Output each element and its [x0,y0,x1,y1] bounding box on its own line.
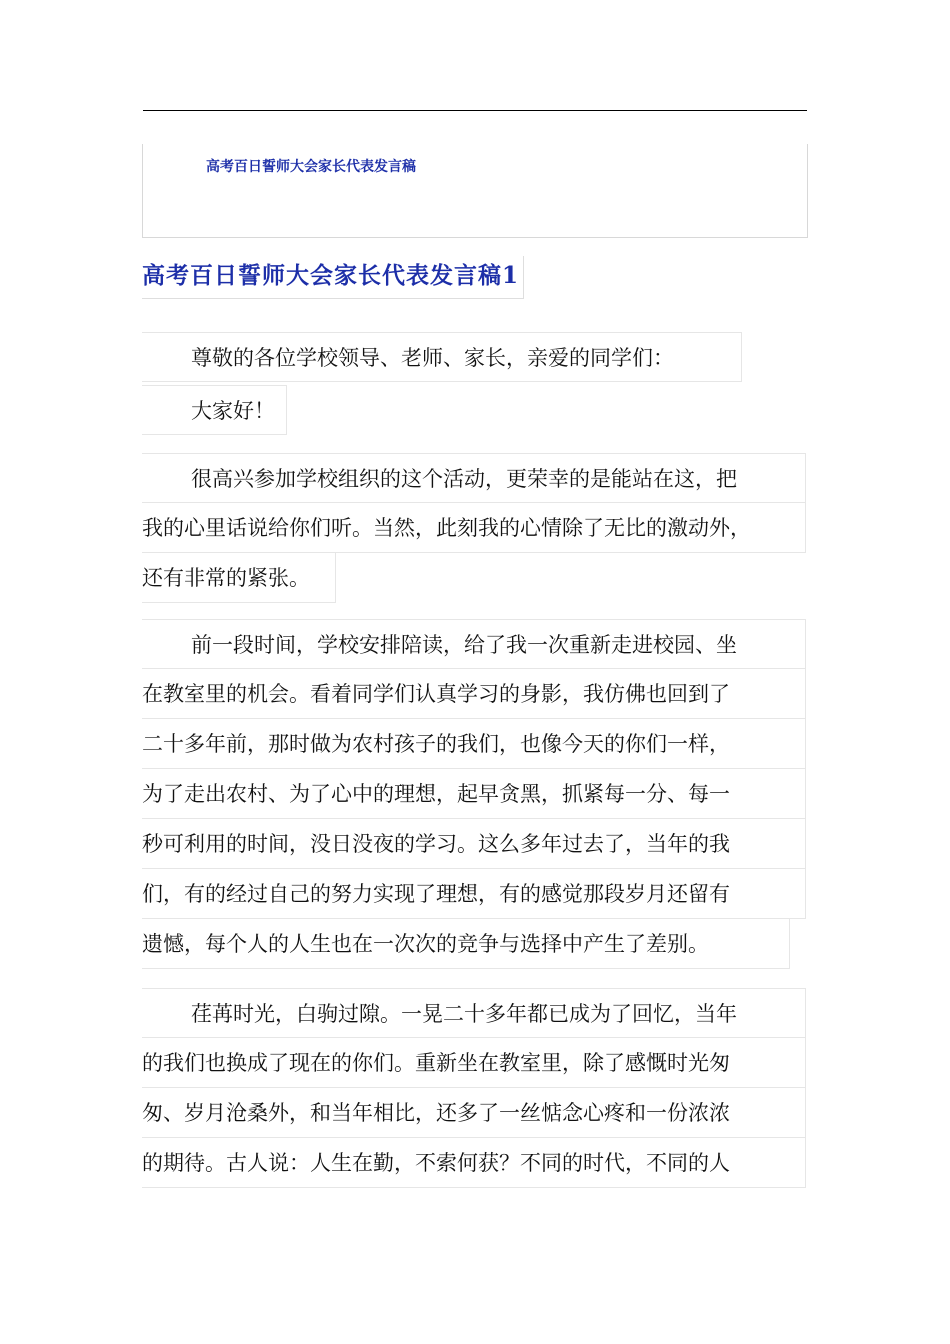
text-line: 尊敬的各位学校领导、老师、家长，亲爱的同学们： [142,332,742,382]
paragraph-hello [142,385,287,435]
paragraph-reflection [142,988,806,1188]
paragraph-greeting [142,332,742,382]
section-heading: 高考百日誓师大会家长代表发言稿1 [142,256,524,299]
text-line: 遗憾，每个人的人生也在一次次的竞争与选择中产生了差别。 [142,919,790,969]
text-line: 前一段时间，学校安排陪读，给了我一次重新走进校园、坐 [142,619,806,669]
table-of-contents [142,144,808,238]
text-line: 我的心里话说给你们听。当然，此刻我的心情除了无比的激动外， [142,503,806,553]
paragraph-intro [142,453,806,603]
text-line: 很高兴参加学校组织的这个活动，更荣幸的是能站在这，把 [142,453,806,503]
text-line: 的期待。古人说：人生在勤，不索何获？不同的时代，不同的人 [142,1138,806,1188]
text-line: 的我们也换成了现在的你们。重新坐在教室里，除了感慨时光匆 [142,1038,806,1088]
text-line: 为了走出农村、为了心中的理想，起早贪黑，抓紧每一分、每一 [142,769,806,819]
text-line: 大家好！ [142,385,287,435]
toc-link[interactable]: 高考百日誓师大会家长代表发言稿 [206,159,416,175]
text-line: 秒可利用的时间，没日没夜的学习。这么多年过去了，当年的我 [142,819,806,869]
text-line: 荏苒时光，白驹过隙。一晃二十多年都已成为了回忆，当年 [142,988,806,1038]
header-rule [143,110,807,111]
text-line: 还有非常的紧张。 [142,553,336,603]
paragraph-memory [142,619,806,969]
text-line: 在教室里的机会。看着同学们认真学习的身影，我仿佛也回到了 [142,669,806,719]
text-line: 匆、岁月沧桑外，和当年相比，还多了一丝惦念心疼和一份浓浓 [142,1088,806,1138]
text-line: 们，有的经过自己的努力实现了理想，有的感觉那段岁月还留有 [142,869,806,919]
text-line: 二十多年前，那时做为农村孩子的我们，也像今天的你们一样， [142,719,806,769]
